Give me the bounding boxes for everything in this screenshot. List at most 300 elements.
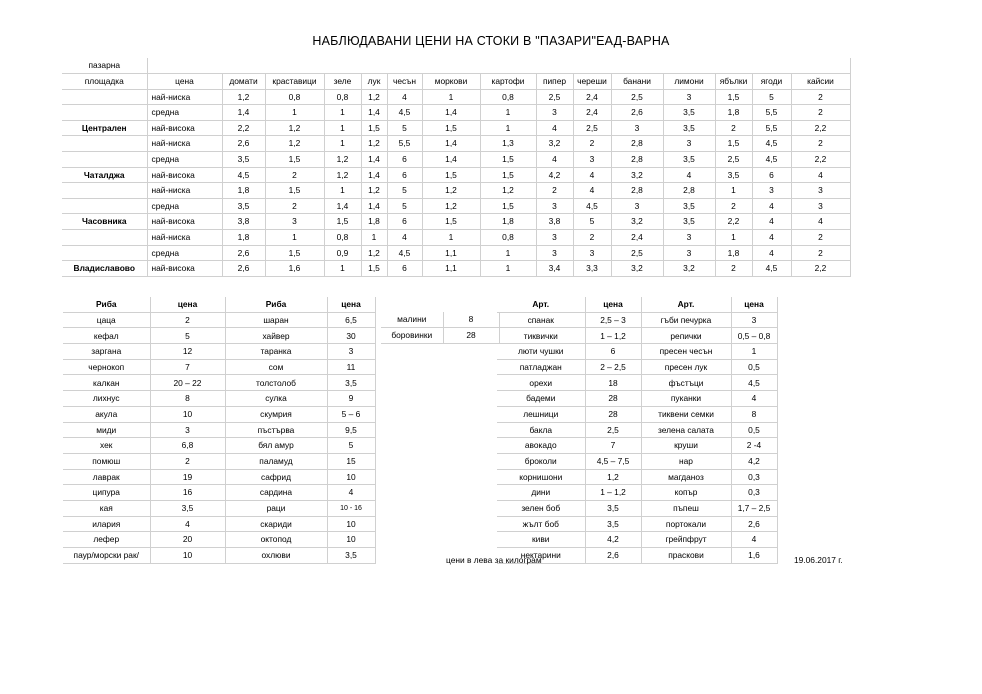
fish-price: 3,5 xyxy=(327,375,375,391)
fish-prices-table xyxy=(63,297,376,564)
article-row xyxy=(497,344,777,360)
price-cell: 0,8 xyxy=(265,89,324,105)
fish-row xyxy=(63,516,375,532)
price-cell: 4,5 xyxy=(387,105,422,121)
price-cell: 4,5 xyxy=(387,245,422,261)
fish-header-row xyxy=(63,297,375,312)
fish-name: илария xyxy=(63,516,150,532)
fish-name: сардина xyxy=(225,485,327,501)
fish-price: 4 xyxy=(327,485,375,501)
price-cell: 1 xyxy=(715,229,752,245)
price-cell: 1,4 xyxy=(361,151,387,167)
article-price: 0,3 xyxy=(731,469,777,485)
price-cell: 3,8 xyxy=(222,214,265,230)
price-cell: 4 xyxy=(573,183,611,199)
article-row xyxy=(497,328,777,344)
article-name: авокадо xyxy=(497,438,585,454)
price-cell: 3,2 xyxy=(663,261,715,277)
price-cell: 1,8 xyxy=(480,214,536,230)
price-cell: 2,8 xyxy=(611,183,663,199)
article-price: 8 xyxy=(731,406,777,422)
price-cell: 1,2 xyxy=(361,136,387,152)
price-cell: 2 xyxy=(791,136,850,152)
price-cell: 4 xyxy=(573,167,611,183)
price-type: средна xyxy=(147,105,222,121)
price-cell: 1,2 xyxy=(361,245,387,261)
article-name: фъстъци xyxy=(641,375,731,391)
fish-name: помюш xyxy=(63,453,150,469)
fish-price-header: цена xyxy=(150,297,225,312)
price-cell: 2,6 xyxy=(611,105,663,121)
price-cell: 1,2 xyxy=(324,167,361,183)
fish-price: 3,5 xyxy=(327,548,375,564)
price-cell: 2,6 xyxy=(222,136,265,152)
product-header: картофи xyxy=(480,73,536,89)
article-name: круши xyxy=(641,438,731,454)
price-cell: 1 xyxy=(265,229,324,245)
price-cell: 1 xyxy=(480,245,536,261)
price-cell: 3 xyxy=(536,198,573,214)
price-cell: 3 xyxy=(611,120,663,136)
article-price: 28 xyxy=(585,406,641,422)
price-cell: 1,4 xyxy=(361,198,387,214)
price-cell: 3 xyxy=(752,183,791,199)
price-cell: 1,1 xyxy=(422,261,480,277)
fish-price: 3,5 xyxy=(150,500,225,516)
price-cell: 3,5 xyxy=(663,120,715,136)
article-row xyxy=(497,438,777,454)
price-cell: 3 xyxy=(791,183,850,199)
price-cell: 5 xyxy=(387,120,422,136)
price-cell: 2,4 xyxy=(611,229,663,245)
price-cell: 1,5 xyxy=(715,136,752,152)
market-header-top: пазарна xyxy=(62,58,147,73)
product-header: череши xyxy=(573,73,611,89)
article-name: пуканки xyxy=(641,391,731,407)
article-row xyxy=(497,359,777,375)
price-cell: 1,5 xyxy=(265,245,324,261)
fish-name: калкан xyxy=(63,375,150,391)
price-row xyxy=(62,167,850,183)
fish-price: 16 xyxy=(150,485,225,501)
header-row-top xyxy=(62,58,850,73)
price-cell: 2,2 xyxy=(715,214,752,230)
price-type: средна xyxy=(147,245,222,261)
price-cell: 2 xyxy=(265,167,324,183)
price-cell: 1,4 xyxy=(361,167,387,183)
berry-name: малини xyxy=(381,312,443,328)
article-row xyxy=(497,422,777,438)
price-cell: 4 xyxy=(752,245,791,261)
product-header: лимони xyxy=(663,73,715,89)
fish-price: 30 xyxy=(327,328,375,344)
article-price: 3,5 xyxy=(585,516,641,532)
price-cell: 2 xyxy=(791,229,850,245)
product-header: пипер xyxy=(536,73,573,89)
article-price: 4 xyxy=(731,532,777,548)
price-cell: 3,8 xyxy=(536,214,573,230)
price-row xyxy=(62,183,850,199)
price-cell: 4,5 xyxy=(573,198,611,214)
price-cell: 2,8 xyxy=(663,183,715,199)
price-cell: 1 xyxy=(480,120,536,136)
price-cell: 1,4 xyxy=(222,105,265,121)
fish-name: паламуд xyxy=(225,453,327,469)
price-type: средна xyxy=(147,151,222,167)
fish-row xyxy=(63,453,375,469)
article-price: 18 xyxy=(585,375,641,391)
fish-price: 4 xyxy=(150,516,225,532)
product-header: домати xyxy=(222,73,265,89)
price-row xyxy=(62,120,850,136)
fish-name: шаран xyxy=(225,312,327,328)
market-name xyxy=(62,198,147,214)
fish-row xyxy=(63,344,375,360)
price-cell: 2 xyxy=(573,229,611,245)
article-name: лешници xyxy=(497,406,585,422)
price-cell: 1 xyxy=(324,261,361,277)
price-cell: 3,5 xyxy=(663,105,715,121)
article-price: 1 – 1,2 xyxy=(585,485,641,501)
price-cell: 3,2 xyxy=(611,167,663,183)
article-price: 0,5 xyxy=(731,359,777,375)
price-cell: 2,6 xyxy=(222,261,265,277)
article-name: бадеми xyxy=(497,391,585,407)
berry-row xyxy=(381,328,499,344)
price-row xyxy=(62,89,850,105)
price-cell: 1,4 xyxy=(422,105,480,121)
article-row xyxy=(497,312,777,328)
article-name: броколи xyxy=(497,453,585,469)
article-price: 4,2 xyxy=(731,453,777,469)
price-type-header: цена xyxy=(147,73,222,89)
price-cell: 4 xyxy=(387,229,422,245)
price-cell: 1 xyxy=(324,105,361,121)
fish-row xyxy=(63,406,375,422)
fish-price: 7 xyxy=(150,359,225,375)
price-cell: 2 xyxy=(715,261,752,277)
market-name: Часовника xyxy=(62,214,147,230)
article-name: бакла xyxy=(497,422,585,438)
price-cell: 4,2 xyxy=(536,167,573,183)
article-price: 4,5 xyxy=(731,375,777,391)
market-prices-table xyxy=(62,58,851,277)
price-cell: 1 xyxy=(324,183,361,199)
price-cell: 5 xyxy=(573,214,611,230)
fish-row xyxy=(63,312,375,328)
price-cell: 1,5 xyxy=(480,151,536,167)
price-cell: 6 xyxy=(387,214,422,230)
berry-price: 28 xyxy=(443,328,499,344)
price-cell: 5 xyxy=(752,89,791,105)
price-cell: 2,5 xyxy=(715,151,752,167)
fish-price: 15 xyxy=(327,453,375,469)
price-cell: 5 xyxy=(387,198,422,214)
article-name: зелена салата xyxy=(641,422,731,438)
price-cell: 6 xyxy=(752,167,791,183)
fish-price: 10 xyxy=(327,469,375,485)
article-row xyxy=(497,485,777,501)
fish-name: толстолоб xyxy=(225,375,327,391)
price-cell: 1,5 xyxy=(480,167,536,183)
price-cell: 0,8 xyxy=(480,229,536,245)
price-cell: 4 xyxy=(752,229,791,245)
price-cell: 1,5 xyxy=(265,151,324,167)
price-cell: 0,8 xyxy=(324,229,361,245)
price-cell: 4 xyxy=(752,198,791,214)
fish-name-header: Риба xyxy=(63,297,150,312)
price-cell: 4 xyxy=(791,167,850,183)
price-cell: 1,4 xyxy=(361,105,387,121)
fish-price: 12 xyxy=(150,344,225,360)
article-name: спанак xyxy=(497,312,585,328)
fish-price: 3 xyxy=(150,422,225,438)
unit-note: цени в лева за килограм xyxy=(446,555,542,565)
fish-name: лефер xyxy=(63,532,150,548)
article-price: 2,6 xyxy=(731,516,777,532)
price-cell: 6 xyxy=(387,167,422,183)
fish-name: кефал xyxy=(63,328,150,344)
market-name: Централен xyxy=(62,120,147,136)
price-cell: 1,5 xyxy=(324,214,361,230)
fish-name: сом xyxy=(225,359,327,375)
article-name: праскови xyxy=(641,548,731,564)
article-price: 0,5 xyxy=(731,422,777,438)
price-row xyxy=(62,105,850,121)
market-name xyxy=(62,183,147,199)
fish-name: акула xyxy=(63,406,150,422)
price-cell: 3,3 xyxy=(573,261,611,277)
price-row xyxy=(62,229,850,245)
fish-price: 9 xyxy=(327,391,375,407)
article-name-header: Арт. xyxy=(497,297,585,312)
article-name: тиквени семки xyxy=(641,406,731,422)
article-name: портокали xyxy=(641,516,731,532)
price-cell: 3,5 xyxy=(663,198,715,214)
price-cell: 4,5 xyxy=(222,167,265,183)
fish-name: сафрид xyxy=(225,469,327,485)
price-cell: 3 xyxy=(663,89,715,105)
price-cell: 2,5 xyxy=(611,245,663,261)
price-cell: 1,2 xyxy=(361,183,387,199)
article-price: 1 xyxy=(731,344,777,360)
article-name: нар xyxy=(641,453,731,469)
price-cell: 1 xyxy=(324,136,361,152)
price-cell: 1,2 xyxy=(265,120,324,136)
price-cell: 3,5 xyxy=(663,214,715,230)
price-cell: 1,2 xyxy=(361,89,387,105)
price-row xyxy=(62,151,850,167)
article-price: 1,7 – 2,5 xyxy=(731,500,777,516)
price-cell: 0,9 xyxy=(324,245,361,261)
price-cell: 2,4 xyxy=(573,89,611,105)
price-cell: 1,5 xyxy=(361,261,387,277)
fish-name-header: Риба xyxy=(225,297,327,312)
price-type: най-висока xyxy=(147,261,222,277)
price-cell: 1 xyxy=(422,229,480,245)
price-cell: 3 xyxy=(536,245,573,261)
product-header: ягоди xyxy=(752,73,791,89)
fish-name: октопод xyxy=(225,532,327,548)
article-row xyxy=(497,375,777,391)
fish-price: 5 xyxy=(150,328,225,344)
price-cell: 2 xyxy=(791,89,850,105)
fish-name: лихнус xyxy=(63,391,150,407)
fish-price: 6,5 xyxy=(327,312,375,328)
price-cell: 1 xyxy=(480,105,536,121)
price-cell: 2,6 xyxy=(222,245,265,261)
price-cell: 1,2 xyxy=(422,183,480,199)
fish-row xyxy=(63,328,375,344)
fish-price: 8 xyxy=(150,391,225,407)
product-header: краставици xyxy=(265,73,324,89)
article-name: дини xyxy=(497,485,585,501)
fish-price-header: цена xyxy=(327,297,375,312)
price-row xyxy=(62,198,850,214)
fish-name: охлюви xyxy=(225,548,327,564)
price-cell: 0,8 xyxy=(480,89,536,105)
fish-name: миди xyxy=(63,422,150,438)
price-type: най-висока xyxy=(147,167,222,183)
fish-row xyxy=(63,500,375,516)
article-name: киви xyxy=(497,532,585,548)
market-name: Чаталджа xyxy=(62,167,147,183)
price-cell: 1,8 xyxy=(715,245,752,261)
price-row xyxy=(62,136,850,152)
price-cell: 3,5 xyxy=(663,151,715,167)
price-cell: 5,5 xyxy=(752,105,791,121)
fish-name: таранка xyxy=(225,344,327,360)
fish-name: лаврак xyxy=(63,469,150,485)
fish-name: заргана xyxy=(63,344,150,360)
article-price: 2 – 2,5 xyxy=(585,359,641,375)
price-type: най-ниска xyxy=(147,89,222,105)
article-name: гъби печурка xyxy=(641,312,731,328)
article-price-header: цена xyxy=(731,297,777,312)
price-cell: 2,2 xyxy=(222,120,265,136)
price-cell: 4,5 xyxy=(752,136,791,152)
price-cell: 1,2 xyxy=(222,89,265,105)
product-header: моркови xyxy=(422,73,480,89)
market-name xyxy=(62,229,147,245)
price-cell: 3 xyxy=(265,214,324,230)
product-header: лук xyxy=(361,73,387,89)
article-name: люти чушки xyxy=(497,344,585,360)
product-header: ябълки xyxy=(715,73,752,89)
article-name-header: Арт. xyxy=(641,297,731,312)
price-cell: 1,4 xyxy=(324,198,361,214)
article-name: нектарини xyxy=(497,548,585,564)
price-cell: 2,4 xyxy=(573,105,611,121)
market-name xyxy=(62,105,147,121)
price-cell: 3,5 xyxy=(222,198,265,214)
fish-price: 10 xyxy=(327,532,375,548)
fish-price: 2 xyxy=(150,312,225,328)
price-type: средна xyxy=(147,198,222,214)
price-cell: 0,8 xyxy=(324,89,361,105)
price-cell: 3,2 xyxy=(611,214,663,230)
page-title: НАБЛЮДАВАНИ ЦЕНИ НА СТОКИ В "ПАЗАРИ"ЕАД-ВАРНА xyxy=(312,34,670,48)
price-cell: 3 xyxy=(573,245,611,261)
price-cell: 2,5 xyxy=(611,89,663,105)
fish-price: 10 xyxy=(150,548,225,564)
fish-name: сулка xyxy=(225,391,327,407)
fish-price: 10 - 16 xyxy=(327,500,375,516)
fish-name: чернокоп xyxy=(63,359,150,375)
fish-row xyxy=(63,532,375,548)
fish-name: раци xyxy=(225,500,327,516)
price-cell: 1,5 xyxy=(480,198,536,214)
market-name xyxy=(62,245,147,261)
price-cell: 4 xyxy=(752,214,791,230)
price-cell: 1,5 xyxy=(265,183,324,199)
market-header-bottom: площадка xyxy=(62,73,147,89)
article-price: 4 xyxy=(731,391,777,407)
price-cell: 4,5 xyxy=(752,151,791,167)
fish-name: скумрия xyxy=(225,406,327,422)
fish-name: цаца xyxy=(63,312,150,328)
price-cell: 1,5 xyxy=(715,89,752,105)
price-cell: 4 xyxy=(663,167,715,183)
product-header: банани xyxy=(611,73,663,89)
article-price: 2 -4 xyxy=(731,438,777,454)
berry-name: боровинки xyxy=(381,328,443,344)
price-cell: 4 xyxy=(791,214,850,230)
fish-price: 20 – 22 xyxy=(150,375,225,391)
price-cell: 3,5 xyxy=(222,151,265,167)
price-cell: 1,6 xyxy=(265,261,324,277)
price-cell: 1 xyxy=(480,261,536,277)
article-price: 6 xyxy=(585,344,641,360)
fish-row xyxy=(63,548,375,564)
price-row xyxy=(62,261,850,277)
fish-price: 10 xyxy=(150,406,225,422)
fish-row xyxy=(63,422,375,438)
price-cell: 1,8 xyxy=(222,183,265,199)
price-cell: 3 xyxy=(536,229,573,245)
price-cell: 1 xyxy=(361,229,387,245)
article-row xyxy=(497,469,777,485)
price-cell: 6 xyxy=(387,151,422,167)
price-cell: 3,2 xyxy=(536,136,573,152)
product-header: кайсии xyxy=(791,73,850,89)
price-cell: 1 xyxy=(324,120,361,136)
price-cell: 1,5 xyxy=(422,120,480,136)
article-price: 1 – 1,2 xyxy=(585,328,641,344)
price-cell: 2 xyxy=(715,120,752,136)
price-cell: 6 xyxy=(387,261,422,277)
article-name: грейпфрут xyxy=(641,532,731,548)
price-cell: 4 xyxy=(387,89,422,105)
price-cell: 2,2 xyxy=(791,120,850,136)
article-row xyxy=(497,406,777,422)
market-name: Владиславово xyxy=(62,261,147,277)
fish-price: 10 xyxy=(327,516,375,532)
article-name: зелен боб xyxy=(497,500,585,516)
price-cell: 1,4 xyxy=(422,136,480,152)
fish-name: пъстърва xyxy=(225,422,327,438)
price-cell: 2,8 xyxy=(611,151,663,167)
price-type: най-ниска xyxy=(147,229,222,245)
fish-price: 9,5 xyxy=(327,422,375,438)
price-cell: 5,5 xyxy=(387,136,422,152)
article-price: 1,6 xyxy=(731,548,777,564)
article-price-header: цена xyxy=(585,297,641,312)
price-cell: 3 xyxy=(573,151,611,167)
price-cell: 4 xyxy=(536,151,573,167)
price-cell: 1,5 xyxy=(422,214,480,230)
fish-name: бял амур xyxy=(225,438,327,454)
